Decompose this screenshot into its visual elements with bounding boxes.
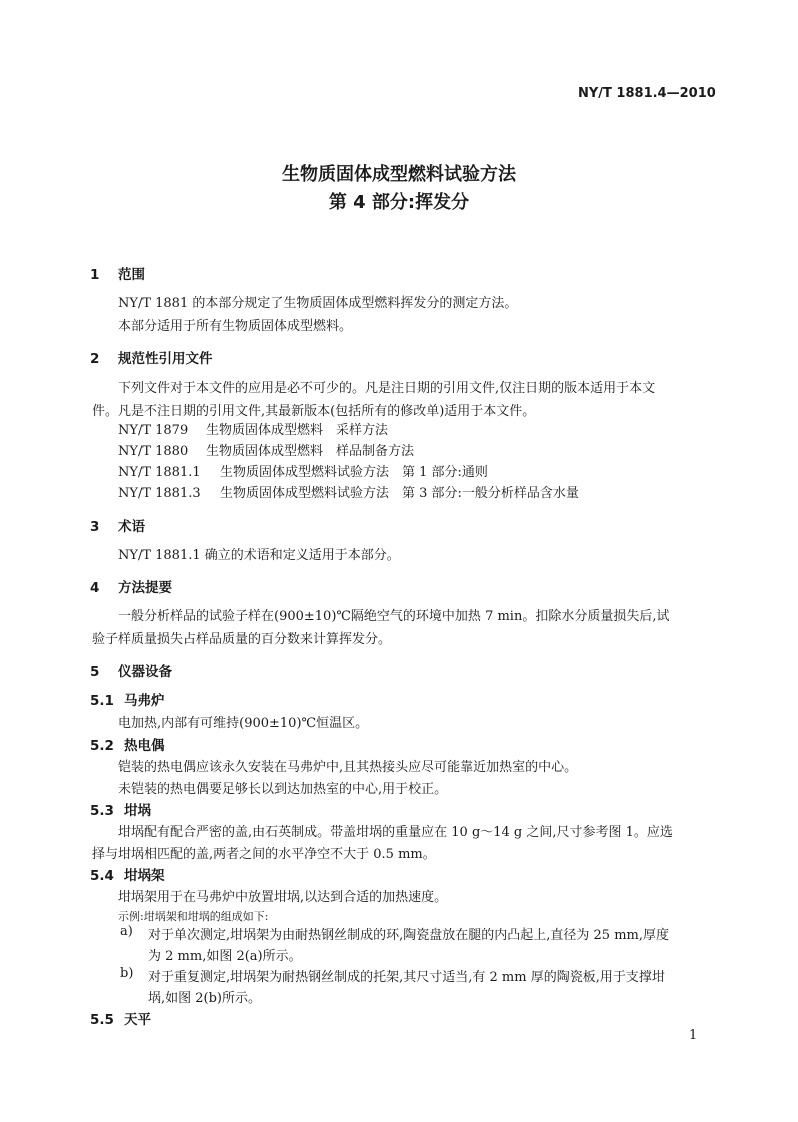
section-number: 2 — [90, 351, 100, 367]
subsection-number: 5.3 — [90, 803, 114, 819]
section-1-heading — [90, 263, 145, 283]
section-title: 规范性引用文件 — [118, 351, 213, 367]
section-title: 术语 — [118, 519, 145, 535]
section-title: 方法提要 — [118, 580, 172, 596]
reference-item — [118, 461, 488, 480]
section-title: 范围 — [118, 267, 145, 283]
subsection-number: 5.1 — [90, 693, 114, 709]
subsection-title: 坩埚架 — [124, 868, 165, 884]
paragraph: 验子样质量损失占样品质量的百分数来计算挥发分。 — [92, 632, 392, 647]
reference-item — [118, 419, 388, 438]
subsection-number: 5.5 — [90, 1012, 114, 1028]
document-title: 生物质固体成型燃料试验方法 — [282, 164, 516, 185]
paragraph: 本部分适用于所有生物质固体成型燃料。 — [118, 319, 353, 334]
reference-code: NY/T 1880 — [118, 444, 189, 459]
paragraph: 坩埚配有配合严密的盖,由石英制成。带盖坩埚的重量应在 10 g～14 g 之间,尺寸参考图 1。应选 — [118, 825, 673, 840]
subsection-5-4-heading — [90, 864, 165, 884]
paragraph: NY/T 1881.1 确立的术语和定义适用于本部分。 — [118, 548, 400, 563]
section-4-heading — [90, 576, 172, 596]
list-item-b-line1: 对于重复测定,坩埚架为耐热钢丝制成的托架,其尺寸适当,有 2 mm 厚的陶瓷板,用于支撑坩 — [148, 970, 665, 985]
list-label-a: a) — [120, 924, 133, 939]
subsection-number: 5.4 — [90, 868, 114, 884]
reference-title: 生物质固体成型燃料 样品制备方法 — [206, 444, 415, 459]
section-number: 4 — [90, 580, 100, 596]
paragraph: 下列文件对于本文件的应用是必不可少的。凡是注日期的引用文件,仅注日期的版本适用于本文 — [118, 381, 656, 396]
paragraph: 择与坩埚相匹配的盖,两者之间的水平净空不大于 0.5 mm。 — [92, 847, 436, 862]
page-number: 1 — [689, 1028, 698, 1043]
section-5-heading — [90, 660, 172, 680]
subsection-5-1-heading — [90, 689, 165, 709]
reference-item — [118, 440, 414, 459]
reference-code: NY/T 1881.3 — [118, 486, 201, 501]
subsection-title: 坩埚 — [124, 803, 151, 819]
example-note: 示例:坩埚架和坩埚的组成如下: — [118, 910, 269, 923]
subsection-5-5-heading — [90, 1008, 151, 1028]
section-title: 仪器设备 — [118, 664, 172, 680]
paragraph: NY/T 1881 的本部分规定了生物质固体成型燃料挥发分的测定方法。 — [118, 296, 518, 311]
subsection-5-2-heading — [90, 734, 165, 754]
reference-item — [118, 482, 579, 501]
document-subtitle: 第 4 部分:挥发分 — [328, 192, 470, 213]
list-item-a-line2: 为 2 mm,如图 2(a)所示。 — [148, 949, 302, 964]
paragraph: 铠装的热电偶应该永久安装在马弗炉中,且其热接头应尽可能靠近加热室的中心。 — [118, 760, 578, 775]
reference-code: NY/T 1881.1 — [118, 465, 201, 480]
subsection-title: 热电偶 — [124, 738, 165, 754]
subsection-number: 5.2 — [90, 738, 114, 754]
paragraph: 件。凡是不注日期的引用文件,其最新版本(包括所有的修改单)适用于本文件。 — [92, 404, 536, 419]
section-number: 5 — [90, 664, 100, 680]
section-2-heading — [90, 347, 213, 367]
list-label-b: b) — [120, 966, 134, 981]
section-number: 1 — [90, 267, 100, 283]
reference-title: 生物质固体成型燃料 采样方法 — [206, 423, 389, 438]
paragraph: 坩埚架用于在马弗炉中放置坩埚,以达到合适的加热速度。 — [118, 890, 448, 905]
list-item-a-line1: 对于单次测定,坩埚架为由耐热钢丝制成的环,陶瓷盘放在腿的内凸起上,直径为 25 mm,厚度 — [148, 928, 669, 943]
paragraph: 电加热,内部有可维持(900±10)℃恒温区。 — [118, 716, 369, 731]
section-number: 3 — [90, 519, 100, 535]
section-3-heading — [90, 515, 145, 535]
standard-code: NY/T 1881.4—2010 — [578, 86, 716, 101]
list-item-b-line2: 埚,如图 2(b)所示。 — [148, 991, 262, 1006]
subsection-title: 天平 — [124, 1012, 151, 1028]
paragraph: 一般分析样品的试验子样在(900±10)℃隔绝空气的环境中加热 7 min。扣除水分质量损失后,试 — [118, 609, 670, 624]
reference-code: NY/T 1879 — [118, 423, 189, 438]
paragraph: 未铠装的热电偶要足够长以到达加热室的中心,用于校正。 — [118, 782, 448, 797]
reference-title: 生物质固体成型燃料试验方法 第 3 部分:一般分析样品含水量 — [220, 486, 579, 501]
subsection-title: 马弗炉 — [124, 693, 165, 709]
reference-title: 生物质固体成型燃料试验方法 第 1 部分:通则 — [220, 465, 488, 480]
subsection-5-3-heading — [90, 799, 151, 819]
